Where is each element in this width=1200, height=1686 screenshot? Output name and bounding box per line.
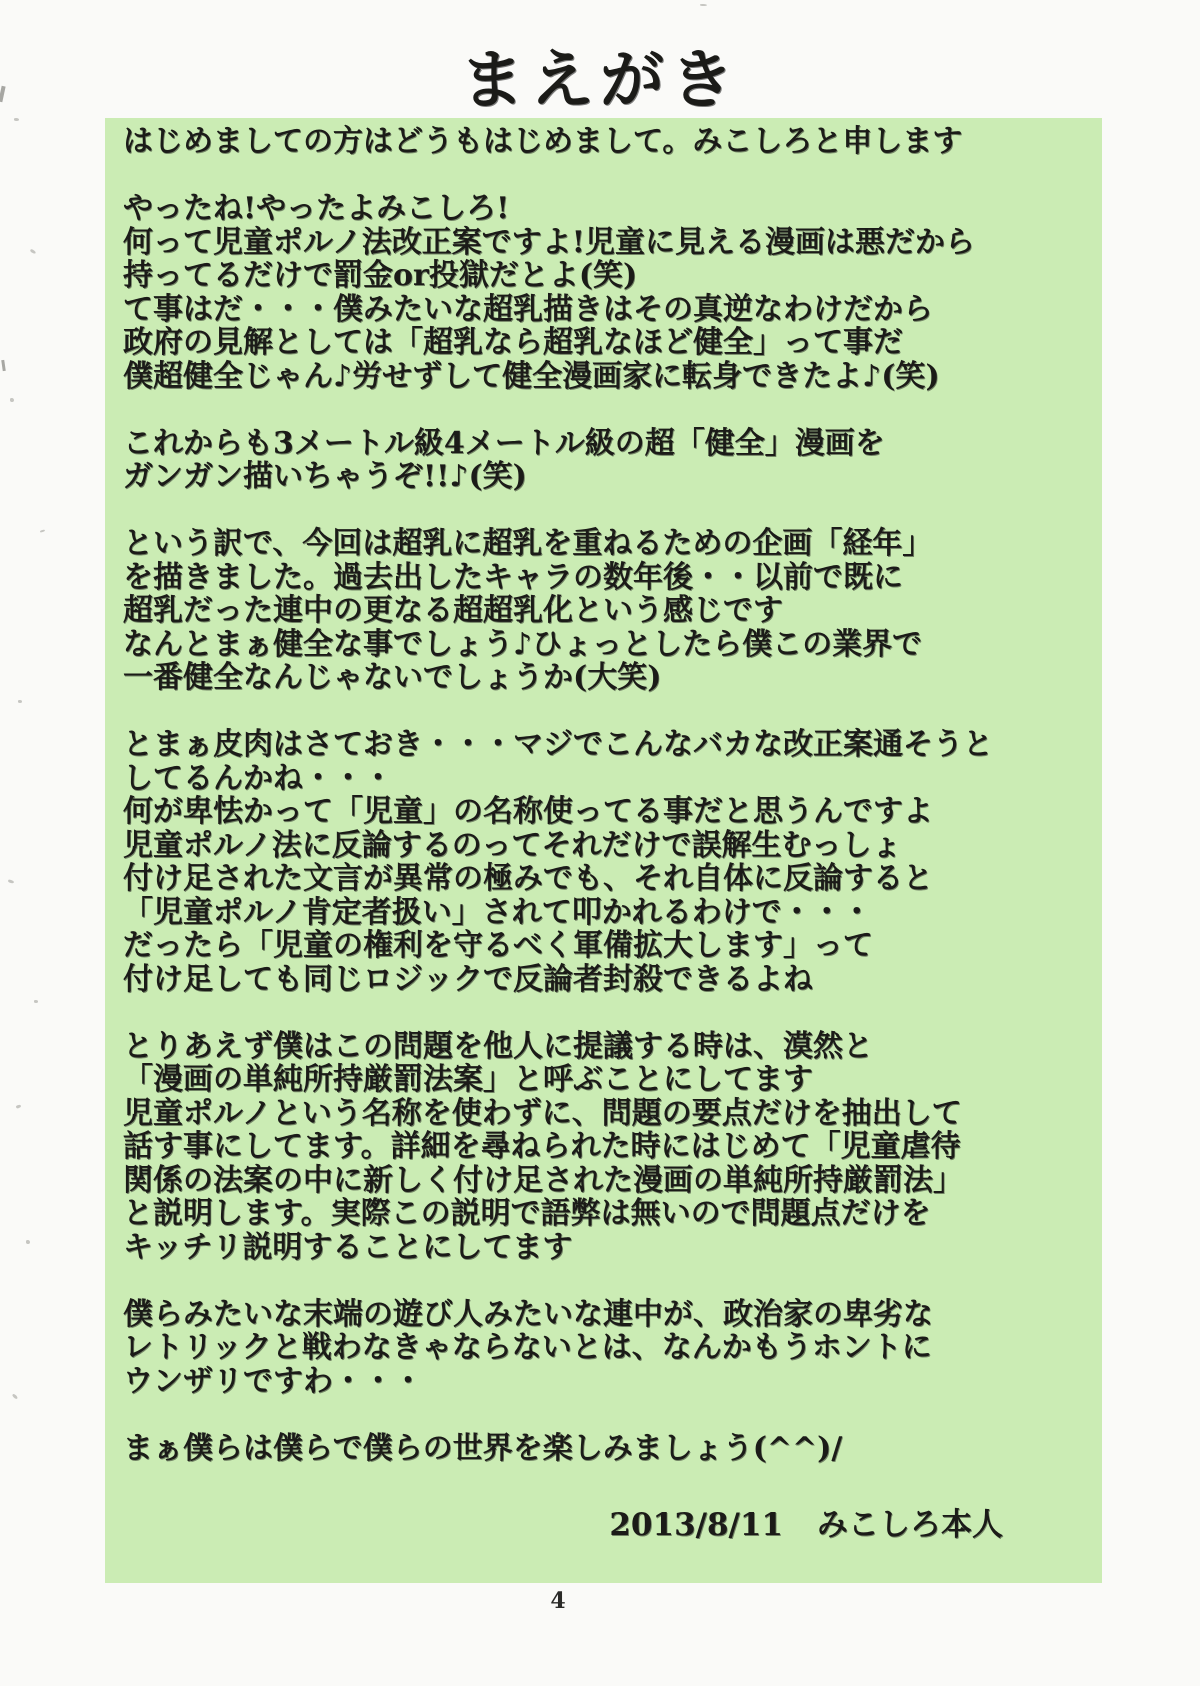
- text-line: 超乳だった連中の更なる超超乳化という感じです: [123, 593, 783, 628]
- text-line: という訳で、今回は超乳に超乳を重ねるための企画「経年」: [123, 526, 933, 561]
- text-line: 僕超健全じゃん♪労せずして健全漫画家に転身できたよ♪(笑): [123, 358, 940, 394]
- text-line: ウンザリですわ・・・: [123, 1363, 423, 1399]
- scan-speck: [10, 398, 14, 402]
- text-line: とりあえず僕はこの問題を他人に提議する時は、漠然と: [123, 1028, 873, 1064]
- text-line: て事はだ・・・僕みたいな超乳描きはその真逆なわけだから: [123, 291, 933, 327]
- paragraph: [123, 192, 1088, 393]
- scan-speck: [700, 4, 707, 6]
- text-line: だったら「児童の権利を守るべく軍備拡大します」って: [123, 928, 873, 963]
- text-line: 何が卑怯かって「児童」の名称使ってる事だと思うんですよ: [123, 794, 933, 829]
- scan-speck: [16, 1104, 22, 1109]
- text-line: 関係の法案の中に新しく付け足された漫画の単純所持厳罰法」: [123, 1162, 963, 1198]
- text-line: キッチリ説明することにしてます: [123, 1229, 573, 1265]
- text-line: ガンガン描いちゃうぞ!!♪(笑): [123, 459, 527, 494]
- text-block: [123, 125, 1088, 1465]
- text-line: を描きました。過去出したキャラの数年後・・以前で既に: [123, 559, 903, 595]
- scan-speck: [26, 1240, 30, 1244]
- scan-speck: [14, 118, 19, 121]
- text-line: 児童ポルノという名称を使わずに、問題の要点だけを抽出して: [123, 1095, 962, 1131]
- signature-author: みこしろ本人: [817, 1507, 1003, 1543]
- text-line: 付け足された文言が異常の極みでも、それ自体に反論すると: [123, 861, 933, 896]
- paragraph: [123, 527, 1088, 695]
- scan-speck: [30, 249, 37, 255]
- preface-text-panel: [105, 118, 1102, 1583]
- paragraph: [123, 1298, 1088, 1399]
- paragraph: [123, 728, 1088, 996]
- text-line: まぁ僕らは僕らで僕らの世界を楽しみましょう(^^)/: [123, 1430, 843, 1466]
- paragraph: [123, 1432, 1088, 1466]
- scan-speck: [40, 529, 45, 533]
- text-line: 何って児童ポルノ法改正案ですよ!児童に見える漫画は悪だから: [123, 224, 975, 260]
- text-line: やったね!やったよみこしろ!: [123, 191, 510, 226]
- scan-speck: [12, 1393, 19, 1399]
- signature-date: 2013/8/11: [609, 1507, 783, 1543]
- text-line: はじめましての方はどうもはじめまして。みこしろと申します: [123, 124, 963, 159]
- text-line: 付け足しても同じロジックで反論者封殺できるよね: [123, 961, 813, 997]
- text-line: してるんかね・・・: [123, 760, 393, 796]
- text-line: 話す事にしてます。詳細を尋ねられた時にはじめて「児童虐待: [123, 1129, 961, 1164]
- text-line: 政府の見解としては「超乳なら超乳なほど健全」って事だ: [123, 325, 903, 360]
- scan-speck: [8, 879, 15, 883]
- text-line: 持ってるだけで罰金or投獄だとよ(笑): [123, 258, 638, 293]
- paragraph: [123, 125, 1088, 159]
- paragraph: [123, 427, 1088, 494]
- text-line: 一番健全なんじゃないでしょうか(大笑): [123, 660, 662, 695]
- page-number: 4: [550, 1588, 566, 1614]
- text-line: と説明します。実際この説明で語弊は無いので問題点だけを: [123, 1196, 931, 1231]
- scan-speck: [34, 1000, 38, 1003]
- page-title: まえがき: [460, 43, 740, 118]
- text-line: 「児童ポルノ肯定者扱い」されて叩かれるわけで・・・: [123, 894, 872, 930]
- text-line: これからも3メートル級4メートル級の超「健全」漫画を: [123, 425, 885, 461]
- scan-edge-mark: [1, 360, 6, 371]
- text-line: 僕らみたいな末端の遊び人みたいな連中が、政治家の卑劣な: [123, 1296, 933, 1332]
- text-line: 児童ポルノ法に反論するのってそれだけで誤解生むっしょ: [123, 827, 902, 863]
- text-line: とまぁ皮肉はさておき・・・マジでこんなバカな改正案通そうと: [123, 727, 993, 762]
- paragraph: [123, 1030, 1088, 1265]
- text-line: なんとまぁ健全な事でしょう♪ひょっとしたら僕この業界で: [123, 626, 923, 662]
- text-line: 「漫画の単純所持厳罰法案」と呼ぶことにしてます: [123, 1062, 813, 1097]
- scan-speck: [18, 700, 22, 703]
- signature-line: [123, 1499, 1088, 1544]
- text-line: レトリックと戦わなきゃならないとは、なんかもうホントに: [123, 1330, 932, 1365]
